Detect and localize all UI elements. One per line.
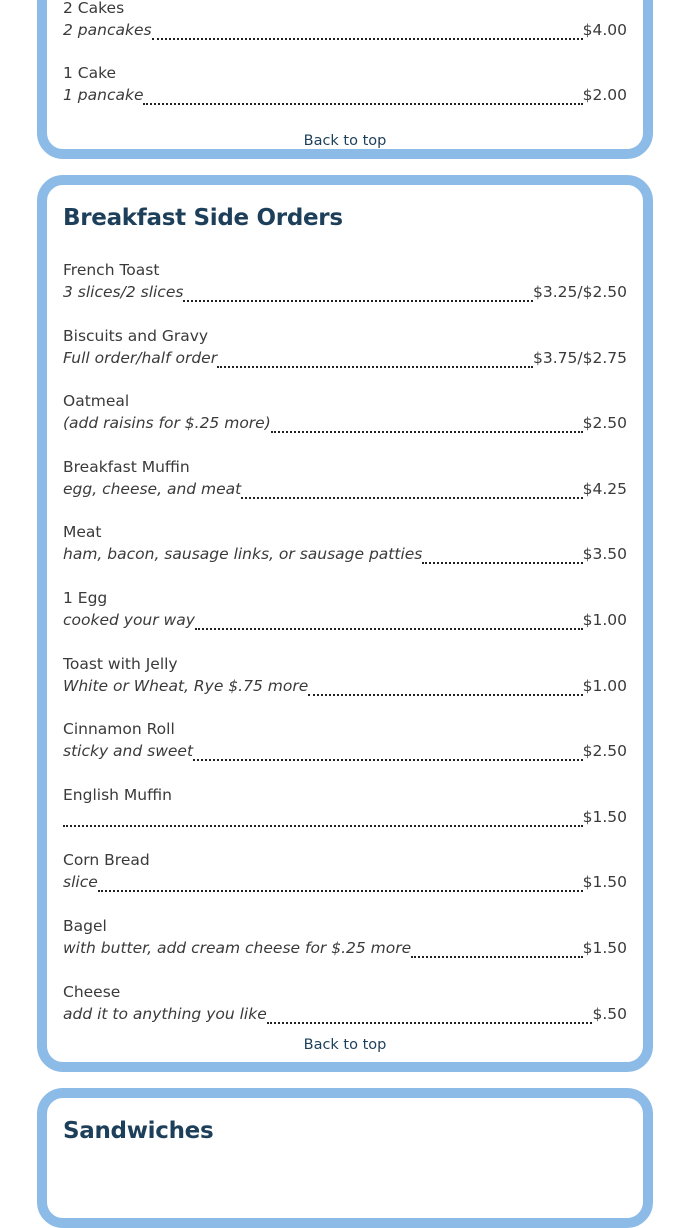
- side-orders-body: [47, 185, 643, 1062]
- menu-item: [63, 390, 627, 434]
- menu-item-desc: 1 pancake: [63, 86, 144, 104]
- menu-item: [63, 0, 627, 41]
- menu-item-price: $.50: [592, 1005, 627, 1023]
- menu-item-name: Oatmeal: [63, 392, 130, 410]
- dotted-leader: [195, 628, 583, 630]
- menu-item: [63, 456, 627, 500]
- menu-item-desc: sticky and sweet: [63, 742, 194, 760]
- menu-item-row: [63, 281, 627, 303]
- menu-item-row: [63, 1003, 627, 1025]
- menu-item-name: Bagel: [63, 917, 107, 935]
- menu-item-desc: slice: [63, 873, 98, 891]
- menu-item-name: 1 Egg: [63, 589, 108, 607]
- menu-item-price: $1.00: [582, 677, 627, 695]
- menu-item-desc: (add raisins for $.25 more): [63, 414, 271, 432]
- menu-item: [63, 915, 627, 959]
- menu-item-name: Biscuits and Gravy: [63, 327, 209, 345]
- menu-item: [63, 718, 627, 762]
- menu-item: [63, 981, 627, 1025]
- menu-item-price: $1.50: [582, 939, 627, 957]
- menu-item-price: $2.00: [582, 86, 627, 104]
- menu-item-row: [63, 871, 627, 893]
- menu-item-row: [63, 675, 627, 697]
- menu-item-price: $3.75/$2.75: [533, 349, 627, 367]
- menu-item-price: $2.50: [582, 742, 627, 760]
- section-title: Breakfast Side Orders: [63, 205, 343, 231]
- dotted-leader: [183, 300, 533, 302]
- menu-item-row: [63, 937, 627, 959]
- menu-item: [63, 259, 627, 303]
- menu-item-name: Breakfast Muffin: [63, 458, 190, 476]
- menu-item-desc: with butter, add cream cheese for $.25 more: [63, 939, 412, 957]
- menu-item-row: [63, 19, 627, 41]
- menu-item-name: Corn Bread: [63, 851, 150, 869]
- dotted-leader: [143, 103, 582, 105]
- menu-item-row: [63, 347, 627, 369]
- menu-item-name: English Muffin: [63, 786, 172, 804]
- menu-item-row: [63, 543, 627, 565]
- menu-item-row: [63, 609, 627, 631]
- dotted-leader: [241, 497, 582, 499]
- menu-item: [63, 653, 627, 697]
- menu-item-desc: egg, cheese, and meat: [63, 480, 242, 498]
- sandwiches-body: [47, 1098, 643, 1218]
- dotted-leader: [422, 562, 582, 564]
- menu-item-desc: add it to anything you like: [63, 1005, 267, 1023]
- menu-item: [63, 587, 627, 631]
- menu-item-desc: cooked your way: [63, 611, 195, 629]
- menu-item-row: [63, 412, 627, 434]
- menu-item-price: $3.25/$2.50: [533, 283, 627, 301]
- dotted-leader: [63, 825, 583, 827]
- dotted-leader: [271, 431, 583, 433]
- menu-item: [63, 325, 627, 369]
- menu-item-name: French Toast: [63, 261, 160, 279]
- menu-item-name: Toast with Jelly: [63, 655, 178, 673]
- menu-item-name: Cinnamon Roll: [63, 720, 175, 738]
- menu-item-price: $3.50: [582, 545, 627, 563]
- back-to-top-link[interactable]: Back to top: [303, 1037, 387, 1053]
- dotted-leader: [411, 956, 582, 958]
- dotted-leader: [267, 1022, 593, 1024]
- menu-item-price: $2.50: [582, 414, 627, 432]
- breakfast-side-orders-section: [37, 175, 653, 1072]
- menu-item-name: 2 Cakes: [63, 0, 125, 17]
- sandwiches-section: [37, 1088, 653, 1228]
- menu-item-row: [63, 740, 627, 762]
- menu-item: [63, 521, 627, 565]
- menu-item-name: 1 Cake: [63, 64, 117, 82]
- dotted-leader: [152, 38, 583, 40]
- menu-item-price: $4.00: [582, 21, 627, 39]
- dotted-leader: [217, 366, 533, 368]
- menu-item-price: $1.50: [582, 873, 627, 891]
- menu-item-name: Cheese: [63, 983, 121, 1001]
- pancakes-section: [37, 0, 653, 159]
- menu-item: [63, 62, 627, 106]
- menu-item: [63, 849, 627, 893]
- section-title: Sandwiches: [63, 1118, 214, 1144]
- back-to-top-link[interactable]: Back to top: [303, 133, 387, 149]
- menu-item-name: Meat: [63, 523, 102, 541]
- menu-item-price: $1.50: [582, 808, 627, 826]
- menu-item-desc: 3 slices/2 slices: [63, 283, 184, 301]
- dotted-leader: [308, 694, 582, 696]
- menu-item-desc: 2 pancakes: [63, 21, 152, 39]
- menu-item-price: $1.00: [582, 611, 627, 629]
- dotted-leader: [98, 890, 583, 892]
- menu-item-desc: White or Wheat, Rye $.75 more: [63, 677, 309, 695]
- menu-item-desc: Full order/half order: [63, 349, 218, 367]
- menu-item-price: $4.25: [582, 480, 627, 498]
- dotted-leader: [193, 759, 583, 761]
- menu-item-desc: ham, bacon, sausage links, or sausage patties: [63, 545, 423, 563]
- menu-item-row: [63, 84, 627, 106]
- menu-item: [63, 784, 627, 828]
- menu-item-row: [63, 806, 627, 828]
- menu-item-row: [63, 478, 627, 500]
